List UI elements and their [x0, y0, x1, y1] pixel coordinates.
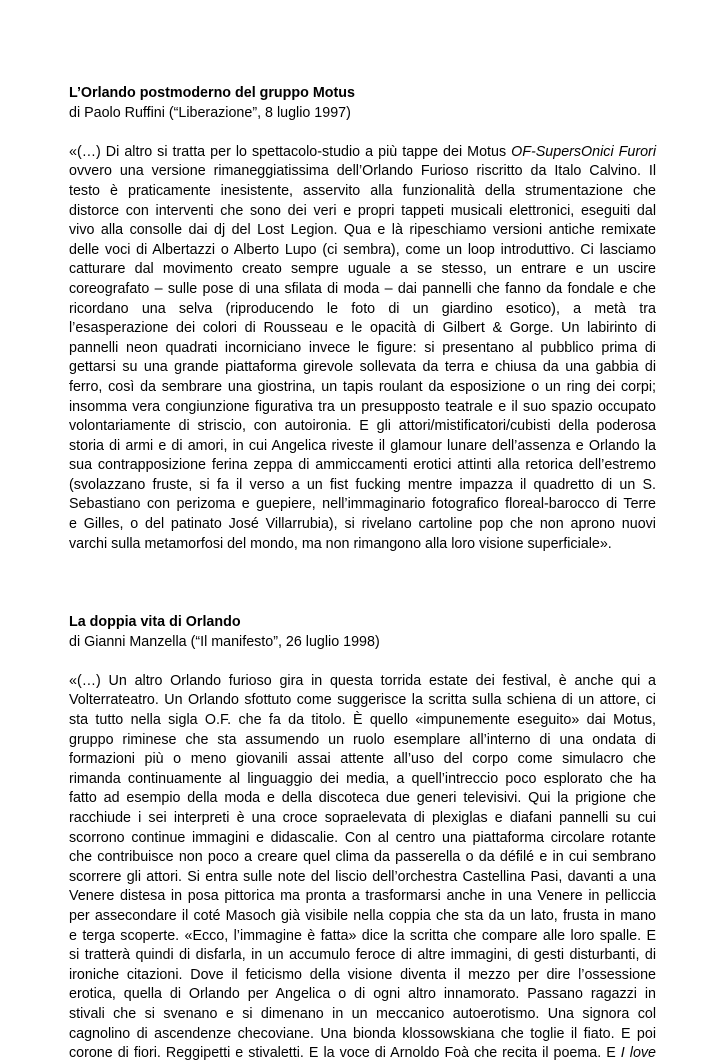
body-line: «(…) Un altro Orlando furioso gira in questa torrida estate dei festival, è anche qui a — [69, 672, 656, 689]
body-line: corone di fiori. Reggipetti e stivaletti. E la voce di Arnoldo Foà che recita il poema. E I love — [69, 1045, 656, 1062]
body-line: «(…) Di altro si tratta per lo spettacolo-studio a più tappe dei Motus OF-SupersOnici Furori — [69, 143, 656, 160]
section-spacer — [69, 554, 656, 613]
body-line: volontariamente di striscio, con autoironia. E gli attori/mistificatori/cubisti della poderosa — [69, 418, 656, 435]
body-line: si tratterà quindi di disfarla, in un accumulo feroce di altre immagini, di gesti disturbanti, di — [69, 947, 656, 964]
body-line: Volterrateatro. Un Orlando sfottuto come suggerisce la scritta sulla schiena di un attore, ci — [69, 692, 656, 709]
body-line: che contribuisce non poco a creare quel clima da passerella o da défilé e in cui sembrano — [69, 849, 656, 866]
body-line: racchiude i sei interpreti è una croce sopraelevata di plexiglas e diafani pannelli su cui — [69, 809, 656, 826]
body-line: cagnolino di ascendenze checoviane. Una bionda klossowskiana che toglie il fiato. E poi — [69, 1025, 656, 1042]
body-line: vivo alla consolle dai dj del Lost Legion. Qua e là ripeschiamo versioni antiche remixate — [69, 222, 656, 239]
body-line: ricordano una selva (riproducendo le foto di un giardino esotico), a metà tra — [69, 300, 656, 317]
body-line: (svolazzano fruste, si fa il verso a un fist fucking mentre impazza il quadretto di un S. — [69, 476, 656, 493]
body-line: ovvero una versione rimaneggiatissima dell’Orlando Furioso riscritto da Italo Calvino. Il — [69, 163, 656, 180]
body-line: per assecondare il coté Masoch già visibile nella coppia che sta da un lato, frusta in mano — [69, 907, 656, 924]
body-line: erotica, quella di Orlando per Angelica o di ogni altro innamorato. Passano ragazzi in — [69, 986, 656, 1003]
body-line: distorce con interventi che sono dei veri e propri tappeti musicali elettronici, eseguiti dal — [69, 202, 656, 219]
body-line: insomma vera congiunzione figurativa tra un presupposto teatrale e il suo spazio occupato — [69, 398, 656, 415]
body-line: rimanda continuamente al linguaggio dei media, a quell’intreccio poco esplorato che ha — [69, 770, 656, 787]
document-page — [69, 84, 656, 1064]
body-line: storia di armi e di amori, in cui Angelica riveste il glamour lunare dell’assenza e Orlando la — [69, 437, 656, 454]
article-byline: di Paolo Ruffini (“Liberazione”, 8 luglio 1997) — [69, 104, 351, 121]
body-line: l’esasperazione dei colori di Rousseau e le opacità di Gilbert & Gorge. Un labirinto di — [69, 320, 656, 337]
body-line: stivali che si svenano e si dimenano in un meccanico autoerotismo. Una signora col — [69, 1005, 656, 1022]
article-1 — [69, 84, 656, 554]
body-line: varchi sulla metamorfosi del mondo, ma non rimangono alla loro visione superficiale». — [69, 535, 612, 552]
article-title: La doppia vita di Orlando — [69, 614, 241, 631]
body-line: fatto ad esempio della moda e della discoteca due generi televisivi. Qui la prigione che — [69, 790, 656, 807]
article-title: L’Orlando postmoderno del gruppo Motus — [69, 85, 355, 101]
body-line: testo è praticamente inesistente, asservito alla funzionalità della strumentazione che — [69, 182, 656, 199]
body-line: Sebastiano con perizoma e guepiere, nell’immaginario fotografico floreal-barocco di Terre — [69, 496, 656, 513]
body-line: ferro, così da sembrare una giostrina, un tapis roulant da esposizione o un ring dei corpi; — [69, 378, 656, 395]
italic-title: OF-SupersOnici Furori — [511, 143, 656, 160]
body-line: ironiche citazioni. Dove il feticismo della visione diventa il mezzo per dire l’ossessione — [69, 966, 656, 983]
body-line: gruppo riminese che sta assumendo un ruolo esemplare all’interno di una ondata di — [69, 731, 656, 748]
body-line: sua contrapposizione ferina zeppa di ammiccamenti erotici attinti alla retorica dell’estremo — [69, 457, 656, 474]
body-line: catturare dal movimento creato sempre uguale a se stesso, un entrare e un uscire — [69, 261, 656, 278]
body-line: scorrono continue immagini e didascalie. Con al centro una piattaforma circolare rotante — [69, 829, 656, 846]
body-line: scorrere gli attori. Si entra sulle note del liscio dell’orchestra Castellina Pasi, davanti a una — [69, 868, 656, 885]
body-line: e Gilles, o del patinato José Villarrubia), si rivelano cartoline pop che non aprono nuovi — [69, 516, 656, 533]
body-line: delle voci di Albertazzi o Alberto Lupo (ci sembra), come un loop introduttivo. Ci lasciamo — [69, 241, 656, 258]
article-2 — [69, 613, 656, 1064]
body-line: coreografato – sulle pose di una sfilata di moda – dai pannelli che fanno da fondale e che — [69, 280, 656, 297]
body-line: e terga scoperte. «Ecco, l’immagine è fatta» dice la scritta che compare alle loro spalle. E — [69, 927, 656, 944]
article-body — [69, 143, 656, 554]
italic-phrase: I love — [620, 1045, 656, 1062]
body-line: pannelli neon quadrati incorniciano invece le figure: si presentano al pubblico prima di — [69, 339, 656, 356]
body-line: formazioni più o meno giovanili assai attente all’uso del corpo come simulacro che — [69, 751, 656, 768]
body-line: sta tutto nella sigla O.F. che fa da titolo. È quello «impunemente eseguito» dai Motus, — [69, 712, 656, 729]
body-line: Venere distesa in posa pittorica ma pronta a trasformarsi anche in una Venere in pelliccia — [69, 888, 656, 905]
article-byline: di Gianni Manzella (“Il manifesto”, 26 luglio 1998) — [69, 633, 380, 650]
body-line: gettarsi su una grande piattaforma girevole sollevata da terra e chiusa da una gabbia di — [69, 359, 656, 376]
article-body — [69, 672, 656, 1064]
